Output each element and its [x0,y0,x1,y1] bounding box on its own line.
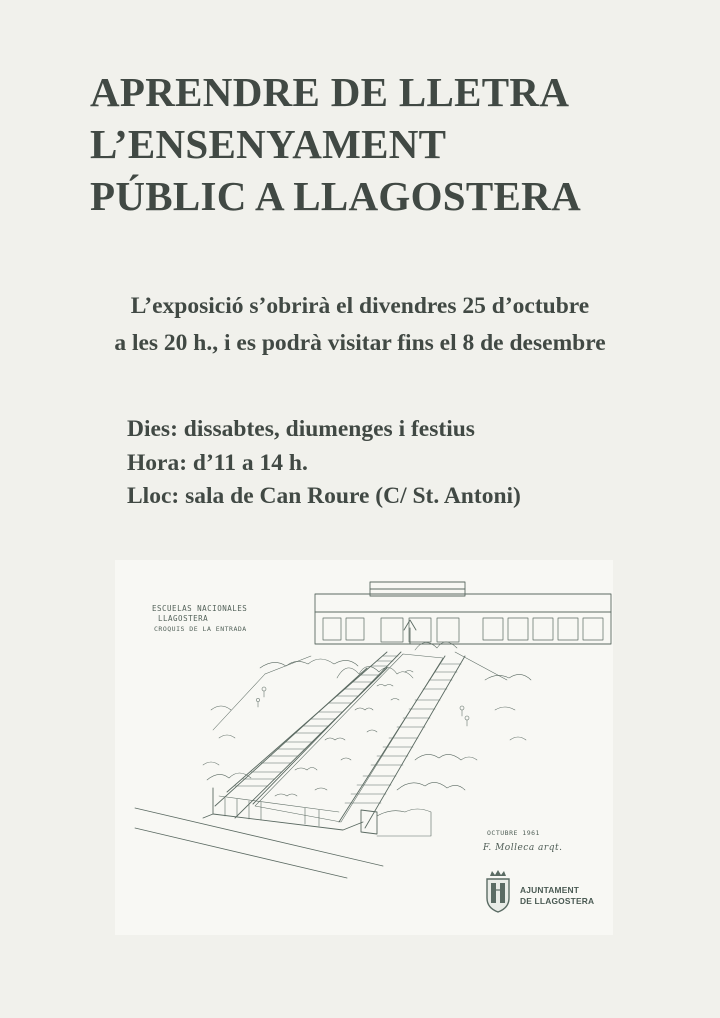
town-council-logo [482,868,612,918]
left-staircase [215,652,401,818]
coat-of-arms-icon [482,868,514,914]
logo-line-2: DE LLAGOSTERA [520,896,595,906]
visit-days: Dies: dissabtes, diumenges i festius [127,416,475,442]
drawing-date: OCTUBRE 1961 [487,829,540,837]
visit-place: Lloc: sala de Can Roure (C/ St. Antoni) [127,483,521,509]
caption-line-1: ESCUELAS NACIONALES [152,604,248,613]
title-line-2: L’ENSENYAMENT [90,121,447,167]
architect-signature: F. Molleca arqt. [483,843,563,853]
visit-details [127,413,687,514]
street [135,808,383,878]
logo-text [520,885,594,907]
title-line-1: APRENDRE DE LLETRA [90,69,570,115]
visit-hours: Hora: d’11 a 14 h. [127,449,308,476]
opening-announcement [0,288,720,362]
drawing-caption [152,604,247,634]
school-building [315,582,611,644]
opening-line-2: a les 20 h., i es podrà visitar fins el 8 de desembre [114,330,606,356]
caption-line-3: CROQUIS DE LA ENTRADA [154,625,247,633]
exhibition-title [90,66,690,222]
caption-line-2: LLAGOSTERA [158,614,209,623]
opening-line-1: L’exposició s’obrirà el divendres 25 d’octubre [130,293,590,319]
school-entrance-drawing [115,560,613,935]
landscape [203,652,531,790]
title-line-3: PÚBLIC A LLAGOSTERA [90,173,581,219]
logo-line-1: AJUNTAMENT [520,885,580,895]
entrance-wall [203,788,431,836]
